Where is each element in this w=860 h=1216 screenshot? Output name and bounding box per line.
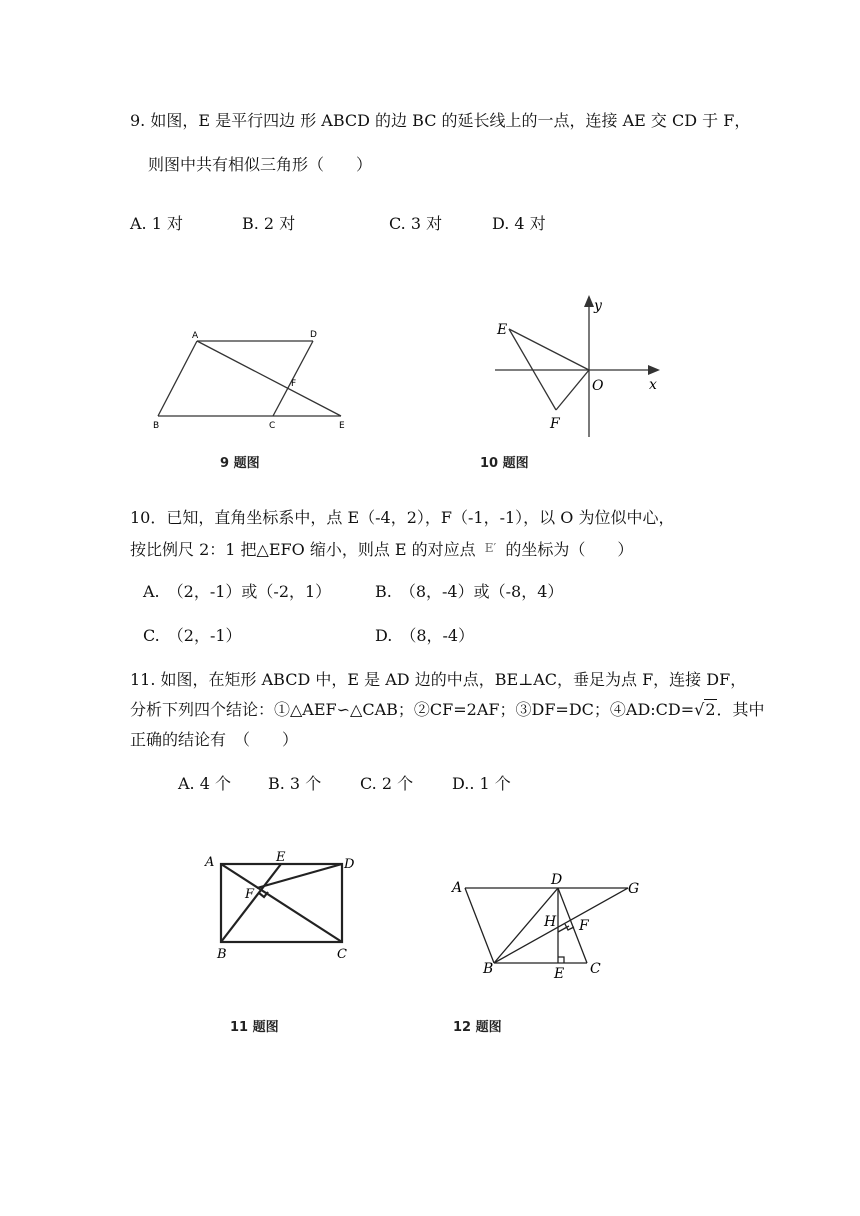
q9-option-a: A. 1 对 [130,214,183,233]
q10-stem-line2-a: 按比例尺 2：1 把△EFO 缩小，则点 E 的对应点 [130,540,476,559]
q11-stem-line2-a: 分析下列四个结论：①△AEF∽△CAB；②CF=2AF；③DF=DC；④AD:CD= [130,700,695,719]
q10-option-a: A. （2，-1）或（-2，1） [143,582,332,601]
fig11-label-d: D [344,857,355,872]
fig12-label-c: C [590,961,601,977]
q10-stem-line1: 10．已知，直角坐标系中，点 E（-4，2），F（-1，-1），以 O 为位似中心， [130,508,675,527]
q9-option-c: C. 3 对 [389,214,443,233]
q10-option-d: D. （8，-4） [375,626,475,645]
fig11-label-b: B [217,947,227,962]
fig10-label-x: x [649,377,657,393]
fig9-label-d: D [310,330,317,340]
q11-option-b: B. 3 个 [268,774,322,793]
fig10-label-o: O [592,378,604,394]
q9-option-b: B. 2 对 [242,214,296,233]
fig11-label-c: C [337,947,347,962]
fig12-label-b: B [483,961,494,977]
q9-stem-line2: 则图中共有相似三角形（ ） [148,155,373,174]
q9-option-d: D. 4 对 [492,214,546,233]
fig10-caption: 10 题图 [480,456,529,471]
q11-option-d: D.. 1 个 [452,774,511,793]
q10-option-c: C. （2，-1） [143,626,242,645]
fig12-label-e: E [554,966,565,982]
fig12-label-g: G [628,881,640,897]
fig11-label-e: E [276,850,286,865]
fig9-label-f: F [291,379,297,389]
fig10-label-e: E [497,322,508,338]
q11-option-a: A. 4 个 [178,774,231,793]
q10-option-b: B. （8，-4）或（-8，4） [375,582,564,601]
fig12-label-a: A [452,880,463,896]
fig12-label-d: D [551,872,563,888]
fig11-label-f: F [245,887,255,902]
q9-stem-line1: 9. 如图，E 是平行四边 形 ABCD 的边 BC 的延长线上的一点，连接 AE 交 CD 于 F， [130,111,751,130]
q11-option-c: C. 2 个 [360,774,414,793]
fig9-caption: 9 题图 [220,456,260,471]
fig9-label-b: B [153,421,160,431]
fig12-label-h: H [544,914,557,930]
q11-stem-line2-b: ．其中 [716,700,765,719]
fig9-label-a: A [192,331,199,341]
q10-point-e-prime: E′ [484,541,497,555]
sqrt-argument: 2 [705,700,716,719]
q10-stem-line2-b: 的坐标为（ ） [505,540,634,559]
fig10-label-y: y [594,298,602,314]
fig11-caption: 11 题图 [230,1020,279,1035]
fig11-label-a: A [205,855,215,870]
q11-stem-line1: 11. 如图，在矩形 ABCD 中，E 是 AD 边的中点，BE⊥AC，垂足为点 F，连接 DF， [130,670,747,689]
fig9-label-c: C [269,421,276,431]
sqrt-radical-icon: √ [694,700,705,719]
q11-stem-line3: 正确的结论有 （ ） [130,730,299,749]
fig9-label-e: E [339,421,345,431]
fig12-caption: 12 题图 [453,1020,502,1035]
fig10-label-f: F [550,416,560,432]
fig12-label-f: F [579,918,589,934]
